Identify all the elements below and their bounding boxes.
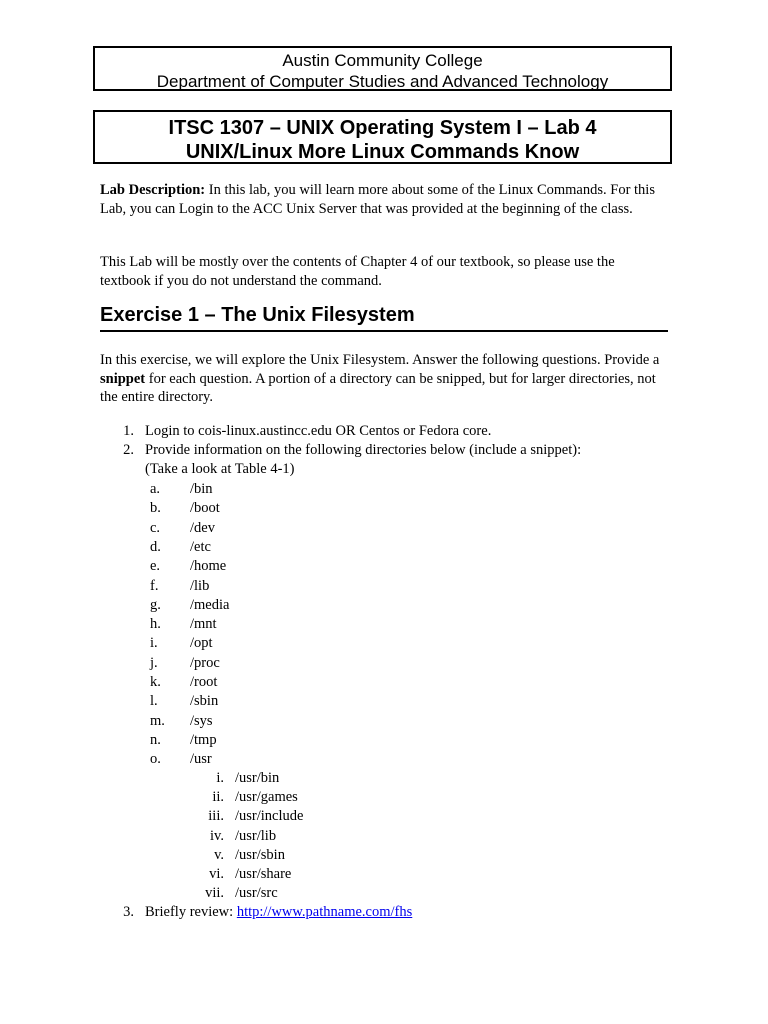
usr-subdirectory-numeral: vii. bbox=[205, 885, 224, 902]
college-name: Austin Community College bbox=[282, 51, 483, 70]
usr-subdirectory-path: /usr/bin bbox=[235, 770, 280, 786]
exercise-intro bbox=[100, 351, 660, 407]
directory-letter: j. bbox=[150, 654, 158, 671]
usr-subdirectory-numeral: iv. bbox=[210, 827, 224, 844]
usr-subdirectory-path: /usr/share bbox=[235, 866, 292, 882]
step-3-label: Briefly review: bbox=[145, 904, 237, 920]
usr-subdirectory-numeral: iii. bbox=[208, 808, 224, 825]
step-2-text: Provide information on the following directories below (include a snippet): bbox=[145, 442, 582, 458]
intro-text-continued: for each question. A portion of a directory can be snipped, but for larger directories, not the entire directory. bbox=[100, 370, 656, 405]
usr-subdirectory-numeral: v. bbox=[214, 846, 224, 863]
directory-path: /root bbox=[190, 674, 218, 690]
directory-letter: i. bbox=[150, 635, 158, 652]
directory-letter: d. bbox=[150, 538, 161, 555]
directory-letter: e. bbox=[150, 558, 161, 575]
usr-subdirectory-numeral: vi. bbox=[209, 866, 224, 882]
directory-path: /usr bbox=[190, 751, 212, 768]
lab-description-label: Lab Description: bbox=[100, 182, 206, 198]
directory-path: /mnt bbox=[190, 616, 217, 633]
directory-letter: a. bbox=[150, 481, 161, 497]
directory-letter: l. bbox=[150, 693, 158, 710]
step-1-number: 1. bbox=[123, 423, 134, 439]
directory-letter: b. bbox=[150, 500, 161, 517]
usr-subdirectory-path: /usr/include bbox=[235, 808, 304, 825]
lab-description-text: In this lab, you will learn more about some of the Linux Commands. For this Lab, you can Login to the ACC Unix Server that was provided at the beginning of the class. bbox=[100, 182, 655, 217]
usr-subdirectory-path: /usr/src bbox=[235, 885, 278, 902]
directory-path: /opt bbox=[190, 635, 213, 652]
directory-path: /media bbox=[190, 596, 230, 613]
directory-path: /bin bbox=[190, 481, 213, 497]
chapter-note: This Lab will be mostly over the contents of Chapter 4 of our textbook, so please use the textbook if you do not understand the command. bbox=[100, 254, 615, 289]
directory-letter: f. bbox=[150, 577, 159, 594]
step-1-text: Login to cois-linux.austincc.edu OR Centos or Fedora core. bbox=[145, 423, 492, 439]
directory-path: /home bbox=[190, 558, 227, 575]
department-name: Department of Computer Studies and Advanced Technology bbox=[156, 72, 609, 91]
usr-subdirectory-path: /usr/sbin bbox=[235, 846, 285, 863]
step-3-number: 3. bbox=[123, 904, 134, 920]
directory-path: /sys bbox=[190, 712, 213, 729]
directory-path: /boot bbox=[190, 500, 220, 517]
usr-subdirectory-numeral: i. bbox=[216, 770, 224, 786]
directory-path: /tmp bbox=[190, 731, 217, 748]
directory-letter: n. bbox=[150, 731, 161, 748]
directory-letter: c. bbox=[150, 519, 161, 536]
snippet-keyword: snippet bbox=[100, 370, 146, 387]
directory-path: /lib bbox=[190, 577, 210, 594]
directory-path: /dev bbox=[190, 519, 215, 536]
directory-letter: o. bbox=[150, 751, 161, 768]
directory-letter: g. bbox=[150, 596, 161, 613]
usr-subdirectory-numeral: ii. bbox=[212, 789, 224, 806]
directory-letter: m. bbox=[150, 712, 165, 729]
directory-path: /proc bbox=[190, 654, 220, 671]
usr-subdirectory-path: /usr/lib bbox=[235, 827, 277, 844]
directory-letter: h. bbox=[150, 616, 161, 633]
usr-subdirectory-path: /usr/games bbox=[235, 789, 298, 806]
step-3-text bbox=[145, 903, 412, 922]
lab-description bbox=[100, 181, 660, 218]
intro-text: In this exercise, we will explore the Unix Filesystem. Answer the following questions. Provide a bbox=[100, 352, 660, 368]
lab-subtitle: UNIX/Linux More Linux Commands Know bbox=[185, 141, 580, 163]
directory-path: /etc bbox=[190, 538, 211, 555]
directory-letter: k. bbox=[150, 674, 161, 690]
course-title: ITSC 1307 – UNIX Operating System I – Lab 4 bbox=[168, 117, 597, 139]
step-2-number: 2. bbox=[123, 442, 134, 458]
step-2-hint: (Take a look at Table 4-1) bbox=[145, 461, 295, 477]
college-header-box bbox=[93, 46, 672, 91]
directory-path: /sbin bbox=[190, 693, 219, 710]
lab-title-box bbox=[93, 110, 672, 164]
fhs-link[interactable]: http://www.pathname.com/fhs bbox=[236, 904, 413, 920]
exercise-heading: Exercise 1 – The Unix Filesystem bbox=[100, 303, 668, 332]
